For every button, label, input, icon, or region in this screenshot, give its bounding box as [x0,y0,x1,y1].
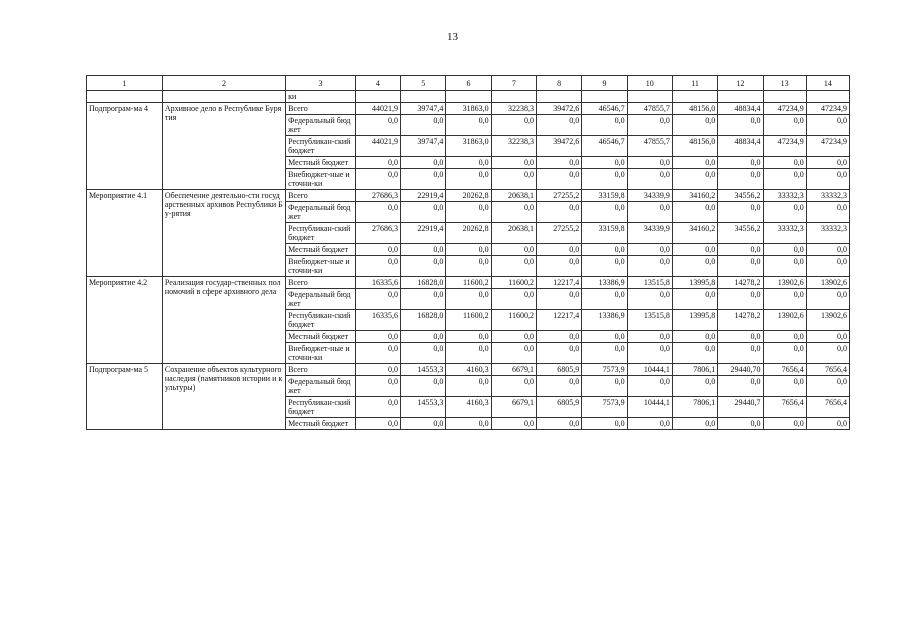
value-cell: 0,0 [806,289,849,310]
value-cell: 0,0 [718,157,763,169]
value-cell: 0,0 [401,202,446,223]
value-cell: 0,0 [536,115,581,136]
value-cell: 7656,4 [763,364,806,376]
funding-source-cell: Федеральный бюджет [286,289,356,310]
value-cell: 0,0 [491,244,536,256]
value-cell: 13902,6 [763,310,806,331]
value-cell: 14278,2 [718,277,763,289]
continuation-row [87,91,850,103]
value-cell: 0,0 [763,376,806,397]
header-row [87,76,850,91]
column-header: 7 [491,76,536,91]
column-header: 14 [806,76,849,91]
value-cell: 0,0 [491,376,536,397]
value-cell: 0,0 [763,289,806,310]
value-cell [672,91,717,103]
value-cell: 0,0 [401,244,446,256]
value-cell: 0,0 [536,244,581,256]
value-cell: 0,0 [536,157,581,169]
value-cell: 0,0 [446,202,491,223]
value-cell: 16828,0 [401,277,446,289]
value-cell: 14553,3 [401,397,446,418]
value-cell: 16335,6 [355,310,400,331]
value-cell: 0,0 [763,331,806,343]
value-cell: 0,0 [672,169,717,190]
column-header: 5 [401,76,446,91]
value-cell: 0,0 [763,418,806,430]
value-cell: 27255,2 [536,190,581,202]
value-cell: 39747,4 [401,136,446,157]
value-cell: 0,0 [491,256,536,277]
value-cell: 39472,6 [536,136,581,157]
column-header: 11 [672,76,717,91]
value-cell: 7656,4 [806,397,849,418]
value-cell: 46546,7 [582,103,627,115]
value-cell: 11600,2 [446,277,491,289]
value-cell: 48156,0 [672,136,717,157]
funding-source-cell: Местный бюджет [286,244,356,256]
value-cell: 31863,0 [446,103,491,115]
value-cell: 10444,1 [627,397,672,418]
value-cell: 0,0 [627,115,672,136]
table-row [87,103,850,115]
value-cell: 32238,3 [491,136,536,157]
value-cell: 0,0 [627,244,672,256]
value-cell: 0,0 [355,244,400,256]
page-number: 13 [447,31,458,43]
value-cell: 22919,4 [401,190,446,202]
value-cell: 0,0 [446,169,491,190]
value-cell: 0,0 [718,418,763,430]
value-cell: 20638,1 [491,223,536,244]
value-cell: 0,0 [672,331,717,343]
value-cell: 16335,6 [355,277,400,289]
table-body [87,91,850,430]
value-cell: 0,0 [806,157,849,169]
value-cell: 0,0 [718,115,763,136]
value-cell: 0,0 [672,157,717,169]
value-cell: 0,0 [582,376,627,397]
value-cell: 32238,3 [491,103,536,115]
funding-source-cell: Республикан-ский бюджет [286,310,356,331]
value-cell: 0,0 [718,289,763,310]
value-cell: 33332,3 [763,190,806,202]
column-header: 1 [87,76,163,91]
value-cell: 48834,4 [718,136,763,157]
value-cell: 27686,3 [355,223,400,244]
value-cell: 0,0 [582,418,627,430]
value-cell: 14278,2 [718,310,763,331]
table-cell [87,91,163,103]
funding-source-cell: Республикан-ский бюджет [286,136,356,157]
value-cell: 0,0 [763,256,806,277]
value-cell: 0,0 [582,256,627,277]
value-cell: 0,0 [763,343,806,364]
funding-source-cell: Федеральный бюджет [286,202,356,223]
program-name-cell: Реализация государ-ственных полномочий в сфере архивного дела [162,277,285,364]
funding-source-cell: Местный бюджет [286,157,356,169]
value-cell: 33159,8 [582,223,627,244]
value-cell: 7573,9 [582,364,627,376]
value-cell: 0,0 [627,331,672,343]
value-cell: 0,0 [627,157,672,169]
value-cell: 34556,2 [718,190,763,202]
value-cell: 0,0 [582,157,627,169]
value-cell: 0,0 [806,418,849,430]
value-cell: 0,0 [401,169,446,190]
column-header: 2 [162,76,285,91]
funding-source-cell: Всего [286,103,356,115]
value-cell: 0,0 [763,244,806,256]
value-cell: 13902,6 [763,277,806,289]
table-row [87,364,850,376]
funding-source-cell: Республикан-ский бюджет [286,397,356,418]
value-cell: 0,0 [355,157,400,169]
value-cell: 0,0 [446,115,491,136]
value-cell [582,91,627,103]
value-cell: 0,0 [536,376,581,397]
value-cell: 0,0 [672,115,717,136]
value-cell: 0,0 [491,115,536,136]
value-cell: 48834,4 [718,103,763,115]
value-cell: 0,0 [582,244,627,256]
value-cell: 0,0 [582,343,627,364]
value-cell: 0,0 [582,289,627,310]
value-cell: 13386,9 [582,277,627,289]
value-cell: 0,0 [627,289,672,310]
value-cell: 46546,7 [582,136,627,157]
value-cell: 31863,0 [446,136,491,157]
value-cell: 47234,9 [806,136,849,157]
value-cell: 0,0 [718,376,763,397]
value-cell: 0,0 [355,331,400,343]
value-cell: 13386,9 [582,310,627,331]
value-cell: 12217,4 [536,310,581,331]
value-cell [806,91,849,103]
funding-source-cell: Республикан-ский бюджет [286,223,356,244]
value-cell: 0,0 [806,244,849,256]
value-cell: 33332,3 [806,223,849,244]
table-row [87,190,850,202]
value-cell: 7656,4 [763,397,806,418]
value-cell: 0,0 [401,343,446,364]
funding-source-cell: Всего [286,190,356,202]
value-cell: 33332,3 [763,223,806,244]
value-cell: 20262,8 [446,190,491,202]
value-cell: 20638,1 [491,190,536,202]
value-cell: 0,0 [355,256,400,277]
value-cell: 47855,7 [627,103,672,115]
value-cell: 29440,7 [718,397,763,418]
value-cell: 0,0 [672,376,717,397]
value-cell: 13902,6 [806,277,849,289]
table-row [87,277,850,289]
value-cell: 0,0 [446,331,491,343]
value-cell: 0,0 [627,418,672,430]
value-cell [718,91,763,103]
value-cell: 11600,2 [491,310,536,331]
value-cell: 0,0 [446,343,491,364]
value-cell: 22919,4 [401,223,446,244]
value-cell: 0,0 [491,343,536,364]
value-cell: 0,0 [582,331,627,343]
column-header: 9 [582,76,627,91]
value-cell: 47855,7 [627,136,672,157]
value-cell: 0,0 [806,256,849,277]
value-cell: 0,0 [401,331,446,343]
value-cell: 0,0 [355,364,400,376]
value-cell: 13995,8 [672,277,717,289]
value-cell: 0,0 [672,244,717,256]
value-cell: 0,0 [446,289,491,310]
value-cell [401,91,446,103]
program-code-cell: Подпрограм-ма 4 [87,103,163,190]
value-cell: 7656,4 [806,364,849,376]
value-cell [491,91,536,103]
value-cell: 0,0 [672,289,717,310]
value-cell: 0,0 [806,115,849,136]
value-cell: 14553,3 [401,364,446,376]
value-cell: 0,0 [718,169,763,190]
value-cell: 0,0 [627,343,672,364]
value-cell: 0,0 [401,289,446,310]
value-cell: 6679,1 [491,397,536,418]
value-cell: 13995,8 [672,310,717,331]
value-cell: 0,0 [672,343,717,364]
value-cell: 0,0 [536,289,581,310]
value-cell: 0,0 [491,157,536,169]
value-cell: 7806,1 [672,397,717,418]
value-cell: 0,0 [401,376,446,397]
value-cell: 0,0 [401,256,446,277]
value-cell: 0,0 [672,202,717,223]
program-code-cell: Мероприятие 4.2 [87,277,163,364]
value-cell: 0,0 [806,376,849,397]
value-cell: 48156,0 [672,103,717,115]
value-cell: 27255,2 [536,223,581,244]
program-name-cell: Обеспечение деятельно-сти государственных архивов Республики Бу-рятия [162,190,285,277]
value-cell: 0,0 [763,157,806,169]
column-header: 6 [446,76,491,91]
value-cell: 0,0 [491,418,536,430]
value-cell: 34339,9 [627,223,672,244]
value-cell: 11600,2 [446,310,491,331]
value-cell: 12217,4 [536,277,581,289]
column-header: 3 [286,76,356,91]
value-cell: 34556,2 [718,223,763,244]
value-cell [355,91,400,103]
value-cell: 0,0 [627,202,672,223]
column-header: 8 [536,76,581,91]
table-cell [162,91,285,103]
value-cell: 47234,9 [763,136,806,157]
value-cell [763,91,806,103]
value-cell: 7806,1 [672,364,717,376]
program-code-cell: Подпрограм-ма 5 [87,364,163,430]
value-cell: 0,0 [491,289,536,310]
value-cell: 7573,9 [582,397,627,418]
funding-source-cell: Внебюджет-ные источни-ки [286,256,356,277]
value-cell: 0,0 [763,115,806,136]
column-header: 4 [355,76,400,91]
value-cell: 0,0 [491,202,536,223]
value-cell: 0,0 [763,202,806,223]
value-cell: 0,0 [672,256,717,277]
value-cell: 0,0 [763,169,806,190]
value-cell: 0,0 [401,115,446,136]
value-cell: 6805,9 [536,397,581,418]
value-cell: 47234,9 [806,103,849,115]
value-cell: 0,0 [536,331,581,343]
value-cell: 0,0 [582,202,627,223]
value-cell: 33159,8 [582,190,627,202]
value-cell: 0,0 [446,418,491,430]
value-cell: 13515,8 [627,310,672,331]
value-cell: 0,0 [401,157,446,169]
funding-source-cell: Всего [286,277,356,289]
value-cell: 4160,3 [446,364,491,376]
value-cell: 10444,1 [627,364,672,376]
value-cell: 0,0 [672,418,717,430]
value-cell: 34160,2 [672,223,717,244]
value-cell: 0,0 [627,376,672,397]
value-cell: 27686,3 [355,190,400,202]
value-cell: 0,0 [718,331,763,343]
value-cell: 0,0 [355,169,400,190]
value-cell: 6805,9 [536,364,581,376]
value-cell: 0,0 [446,244,491,256]
value-cell: 0,0 [446,256,491,277]
value-cell: 0,0 [491,331,536,343]
value-cell: 33332,3 [806,190,849,202]
program-name-cell: Архивное дело в Республике Бурятия [162,103,285,190]
value-cell: 0,0 [355,202,400,223]
funding-source-cell: Местный бюджет [286,331,356,343]
value-cell: 0,0 [718,343,763,364]
value-cell: 16828,0 [401,310,446,331]
value-cell: 0,0 [401,418,446,430]
value-cell: 6679,1 [491,364,536,376]
value-cell: 47234,9 [763,103,806,115]
value-cell: 39472,6 [536,103,581,115]
value-cell [627,91,672,103]
value-cell: 0,0 [355,289,400,310]
column-header: 10 [627,76,672,91]
value-cell: 44021,9 [355,103,400,115]
value-cell: 39747,4 [401,103,446,115]
column-header: 13 [763,76,806,91]
column-header: 12 [718,76,763,91]
value-cell: 20262,8 [446,223,491,244]
value-cell: 0,0 [355,418,400,430]
value-cell [446,91,491,103]
funding-source-cell: Федеральный бюджет [286,115,356,136]
value-cell: 0,0 [718,202,763,223]
funding-source-cell: ки [286,91,356,103]
budget-table [86,75,850,430]
value-cell: 0,0 [536,256,581,277]
program-code-cell: Мероприятие 4.1 [87,190,163,277]
value-cell: 0,0 [806,343,849,364]
value-cell: 0,0 [806,202,849,223]
value-cell: 11600,2 [491,277,536,289]
funding-source-cell: Федеральный бюджет [286,376,356,397]
value-cell: 0,0 [582,115,627,136]
value-cell: 0,0 [718,244,763,256]
value-cell: 0,0 [627,169,672,190]
value-cell: 0,0 [718,256,763,277]
value-cell: 0,0 [806,331,849,343]
funding-source-cell: Внебюджет-ные источни-ки [286,343,356,364]
value-cell: 0,0 [355,115,400,136]
value-cell: 0,0 [491,169,536,190]
funding-source-cell: Внебюджет-ные источни-ки [286,169,356,190]
value-cell: 0,0 [806,169,849,190]
value-cell [536,91,581,103]
value-cell: 0,0 [627,256,672,277]
value-cell: 0,0 [582,169,627,190]
value-cell: 0,0 [355,397,400,418]
program-name-cell: Сохранение объектов культурного наследия (памятников истории и культуры) [162,364,285,430]
value-cell: 29440,70 [718,364,763,376]
value-cell: 0,0 [446,157,491,169]
value-cell: 0,0 [355,376,400,397]
value-cell: 0,0 [536,343,581,364]
value-cell: 0,0 [536,202,581,223]
value-cell: 0,0 [536,418,581,430]
funding-source-cell: Всего [286,364,356,376]
value-cell: 4160,3 [446,397,491,418]
value-cell: 34160,2 [672,190,717,202]
value-cell: 44021,9 [355,136,400,157]
value-cell: 0,0 [536,169,581,190]
value-cell: 13902,6 [806,310,849,331]
value-cell: 0,0 [446,376,491,397]
value-cell: 13515,8 [627,277,672,289]
value-cell: 0,0 [355,343,400,364]
funding-source-cell: Местный бюджет [286,418,356,430]
value-cell: 34339,9 [627,190,672,202]
